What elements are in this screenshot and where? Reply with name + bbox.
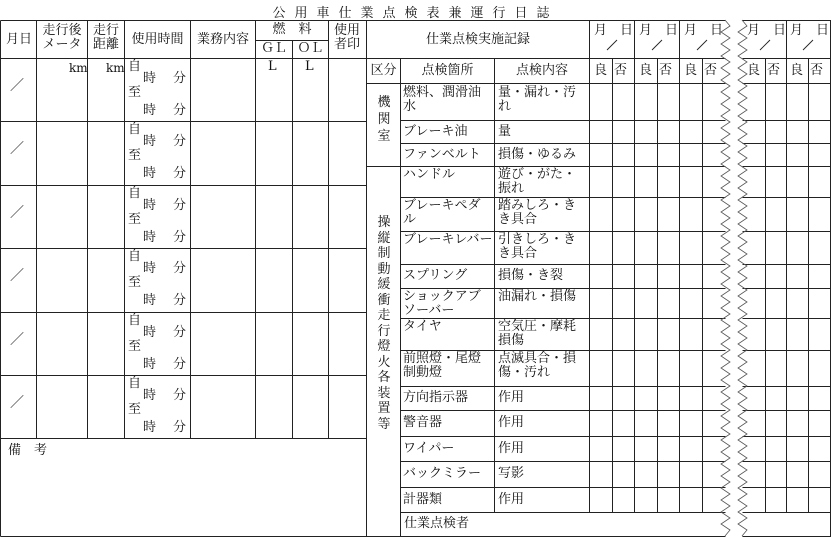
item-content: 引きしろ・きき具合 (498, 232, 577, 261)
date-slash: ／ (10, 205, 24, 221)
from-minute-label: 分 (173, 134, 187, 149)
good-label: 良 (639, 63, 653, 78)
item-content: 作用 (498, 441, 525, 456)
to-hour-label: 時 (143, 230, 157, 245)
item-location: 警音器 (403, 415, 443, 430)
from-hour-label: 時 (143, 71, 157, 86)
item-content: 損傷・き裂 (498, 268, 564, 283)
header-usage-time: 使用時間 (131, 32, 184, 47)
good-label: 良 (594, 63, 608, 78)
time-to-label: 至 (128, 275, 142, 290)
time-from-label: 自 (128, 186, 142, 201)
item-content: 空気圧・摩耗損傷 (498, 319, 577, 348)
from-minute-label: 分 (173, 388, 187, 403)
item-content: 作用 (498, 415, 525, 430)
from-minute-label: 分 (173, 71, 187, 86)
to-minute-label: 分 (173, 420, 187, 435)
item-location: 前照燈・尾燈制動燈 (403, 351, 482, 380)
date-col-2: 月 日 (639, 23, 679, 38)
time-to-label: 至 (128, 212, 142, 227)
time-to-label: 至 (128, 85, 142, 100)
from-hour-label: 時 (143, 198, 157, 213)
unit-km-odometer: km (69, 61, 88, 75)
good-label: 良 (684, 63, 698, 78)
form-title: 公用車仕業点検表兼運行日誌 (272, 6, 559, 21)
time-from-label: 自 (128, 376, 142, 391)
date-slash: ／ (10, 395, 24, 411)
item-location: ブレーキレバー (403, 232, 493, 247)
date-col-5: 月 日 (790, 23, 830, 38)
header-ol: ＯＬ (297, 41, 324, 56)
good-label: 良 (747, 63, 761, 78)
item-location: スプリング (403, 268, 468, 283)
to-minute-label: 分 (173, 166, 187, 181)
header-seal: 使用者印 (333, 23, 360, 52)
item-content: 量 (498, 124, 512, 139)
date-slash: ／ (10, 268, 24, 284)
item-location: ハンドル (403, 167, 456, 182)
bad-label: 否 (767, 63, 781, 78)
item-content: 作用 (498, 390, 525, 405)
bad-label: 否 (614, 63, 628, 78)
date-col-4: 月 日 (747, 23, 787, 38)
time-from-label: 自 (128, 249, 142, 264)
time-to-label: 至 (128, 402, 142, 417)
time-from-label: 自 (128, 122, 142, 137)
group-driving-devices: 操縦 制動 緩衝 走行 燈火各装置等 (377, 215, 404, 432)
item-content: 作用 (498, 492, 525, 507)
header-fuel: 燃 料 (272, 22, 312, 37)
col-content: 点検内容 (515, 63, 568, 78)
from-minute-label: 分 (173, 198, 187, 213)
from-minute-label: 分 (173, 325, 187, 340)
from-hour-label: 時 (143, 261, 157, 276)
item-location: 方向指示器 (403, 390, 469, 405)
item-location: 計器類 (403, 492, 443, 507)
to-minute-label: 分 (173, 230, 187, 245)
bad-label: 否 (810, 63, 824, 78)
zigzag-edge-left (721, 20, 730, 536)
from-minute-label: 分 (173, 261, 187, 276)
to-hour-label: 時 (143, 103, 157, 118)
item-location: タイヤ (403, 319, 442, 334)
to-hour-label: 時 (143, 357, 157, 372)
item-location: ファンベルト (403, 147, 481, 162)
item-location: ショックアブソーバー (403, 289, 481, 318)
date-slash: ／ (10, 141, 24, 157)
from-hour-label: 時 (143, 325, 157, 340)
inspector-label: 仕業点検者 (404, 516, 470, 531)
to-minute-label: 分 (173, 293, 187, 308)
col-location: 点検箇所 (421, 63, 474, 78)
item-content: 量・漏れ・汚れ (498, 85, 577, 114)
to-hour-label: 時 (143, 420, 157, 435)
bad-label: 否 (659, 63, 673, 78)
item-content: 遊び・がた・振れ (498, 167, 577, 196)
date-slash: ／ (10, 78, 24, 94)
to-minute-label: 分 (173, 103, 187, 118)
unit-liter-gl: L (268, 59, 277, 74)
group-engine-room: 機関室 (377, 95, 391, 144)
header-month-day: 月日 (5, 32, 32, 47)
good-label: 良 (790, 63, 804, 78)
date-col-3: 月 日 (684, 23, 724, 38)
bad-label: 否 (704, 63, 718, 78)
item-content: 踏みしろ・きき具合 (498, 198, 577, 227)
header-odometer: 走行後メータ (42, 23, 82, 52)
time-to-label: 至 (128, 148, 142, 163)
item-content: 点滅具合・損傷・汚れ (498, 351, 577, 380)
header-distance: 走行距離 (92, 23, 119, 52)
item-content: 油漏れ・損傷 (498, 289, 577, 304)
item-location: ワイパー (403, 441, 455, 456)
to-minute-label: 分 (173, 357, 187, 372)
item-location: バックミラー (403, 466, 482, 481)
item-location: 燃料、潤滑油水 (403, 85, 482, 114)
to-hour-label: 時 (143, 293, 157, 308)
header-gl: ＧＬ (260, 41, 287, 56)
unit-liter-ol: L (305, 59, 314, 74)
item-location: ブレーキペダル (403, 198, 481, 227)
time-from-label: 自 (128, 59, 142, 74)
col-category: 区分 (370, 63, 397, 78)
date-slash: ／ (10, 332, 24, 348)
date-col-1: 月 日 (594, 23, 634, 38)
from-hour-label: 時 (143, 388, 157, 403)
from-hour-label: 時 (143, 134, 157, 149)
item-content: 損傷・ゆるみ (498, 147, 577, 162)
header-work: 業務内容 (196, 32, 249, 47)
unit-km-distance: km (106, 61, 125, 75)
time-to-label: 至 (128, 339, 142, 354)
remarks-label: 備 考 (8, 443, 48, 458)
item-content: 写影 (498, 466, 525, 481)
zigzag-edge-right (738, 20, 747, 536)
to-hour-label: 時 (143, 166, 157, 181)
item-location: ブレーキ油 (403, 124, 468, 139)
inspection-record-header: 仕業点検実施記録 (425, 32, 530, 47)
time-from-label: 自 (128, 313, 142, 328)
